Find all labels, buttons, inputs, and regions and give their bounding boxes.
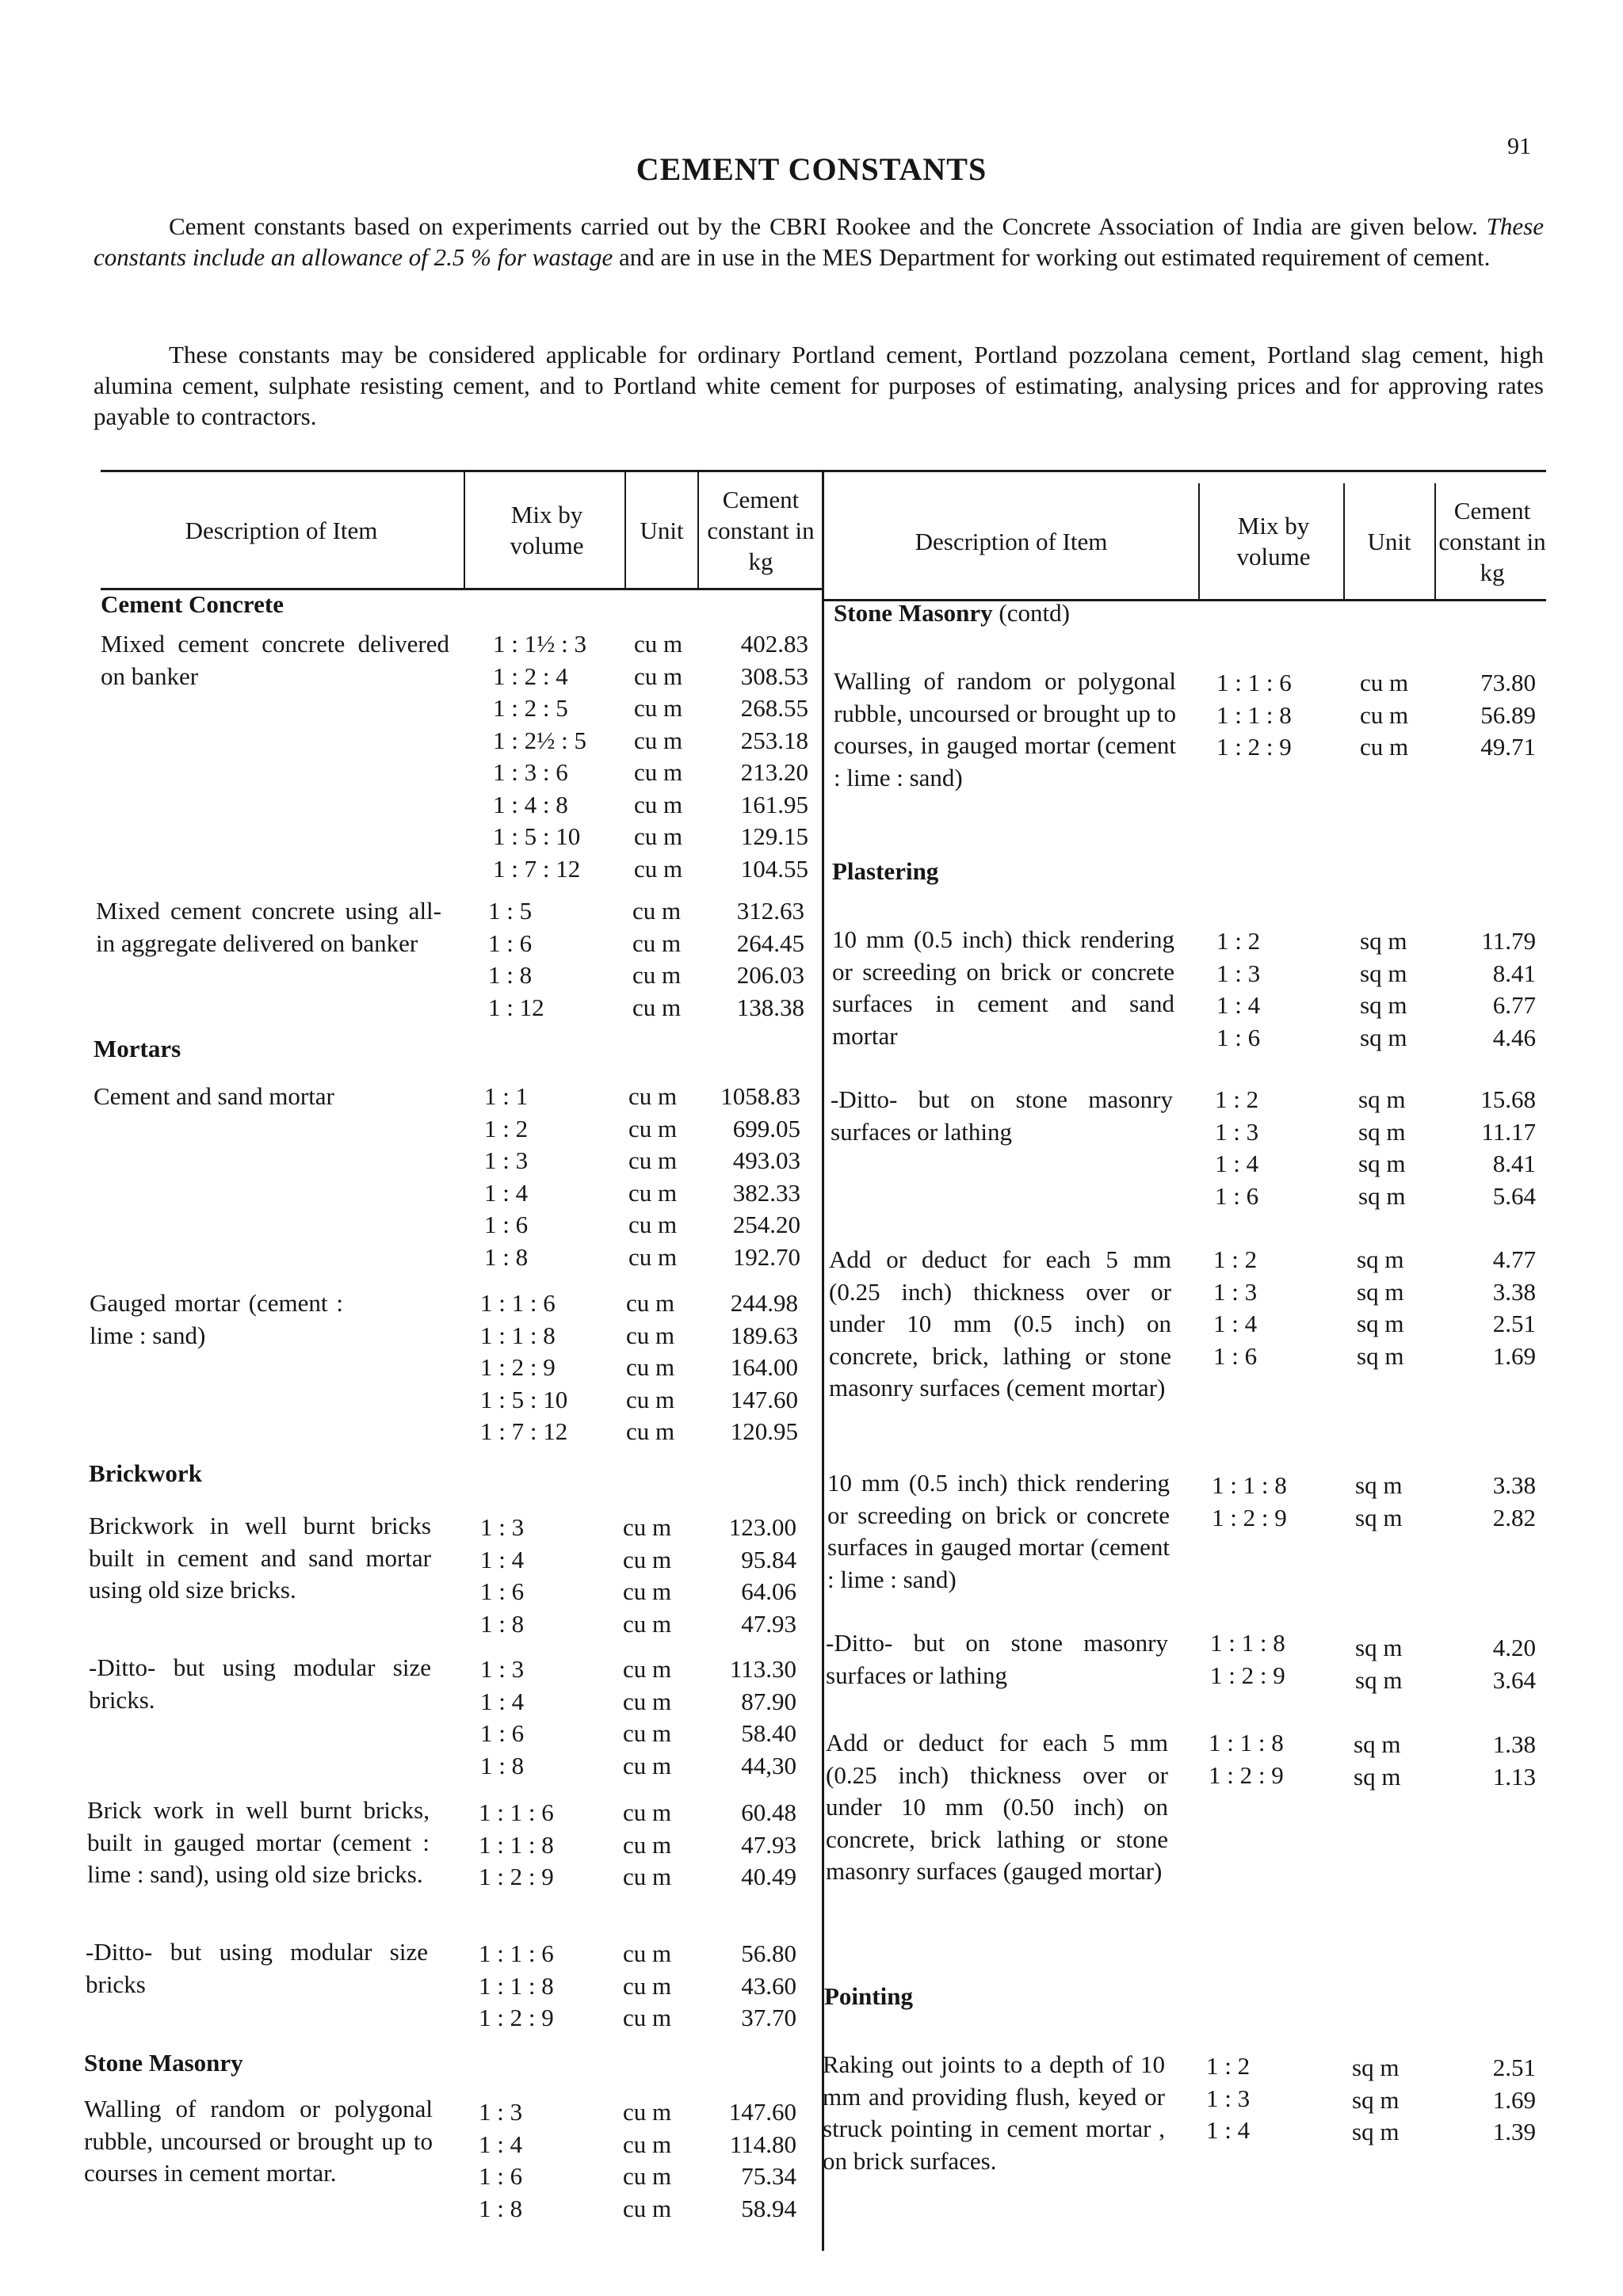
unit-cell: cu m: [623, 1513, 672, 1541]
value-cell: 493.03: [732, 1146, 800, 1174]
unit-cell: sq m: [1355, 1471, 1403, 1499]
mix-list: [480, 1512, 524, 1640]
value-cell: 11.17: [1481, 1117, 1536, 1146]
value-cell: 147.60: [730, 1385, 798, 1413]
unit-cell: cu m: [626, 1385, 675, 1413]
value-list: [1426, 1470, 1536, 1534]
mix-list: [479, 1938, 554, 2035]
mix-list: [1210, 1627, 1285, 1691]
unit-cell: sq m: [1357, 1310, 1404, 1337]
unit-cell: sq m: [1352, 2118, 1400, 2145]
item-description: Walling of random or polygonal rubble, uncoursed or brought up to courses, in gauged mortar (cement : lime : sand): [834, 667, 1176, 791]
item-description: Walling of random or polygonal rubble, uncoursed or brought up to courses in cement mortar.: [84, 2095, 433, 2187]
unit-list: [623, 1512, 671, 1640]
unit-cell: cu m: [623, 1687, 672, 1715]
section-heading-cement-concrete: Cement Concrete: [101, 590, 284, 618]
unit-cell: cu m: [623, 1939, 672, 1967]
item-description: -Ditto- but on stone masonry surfaces or lathing: [831, 1085, 1173, 1146]
value-cell: 2.82: [1492, 1503, 1536, 1531]
unit-cell: cu m: [623, 2130, 672, 2158]
unit-cell: cu m: [626, 1353, 675, 1381]
unit-cell: cu m: [626, 1289, 675, 1317]
mix-cell: 1 : 1 : 8: [1209, 1729, 1284, 1756]
value-cell: 253.18: [740, 726, 808, 754]
mix-list: [1215, 1084, 1258, 1212]
mix-list: [479, 2096, 522, 2225]
unit-cell: cu m: [634, 790, 683, 818]
intro-emphasis: These constants include an allowance of 2.5 % for wastage: [94, 212, 1544, 271]
value-cell: 147.60: [728, 2098, 796, 2126]
section-heading-pointing: Pointing: [824, 1982, 913, 2010]
item-description: Gauged mortar (cement : lime : sand): [90, 1289, 343, 1349]
value-cell: 192.70: [732, 1242, 800, 1271]
value-cell: 87.90: [741, 1687, 796, 1715]
mix-cell: 1 : 6: [479, 2162, 523, 2190]
unit-cell: sq m: [1355, 1665, 1403, 1694]
mix-cell: 1 : 1 : 8: [1210, 1629, 1285, 1657]
unit-cell: cu m: [628, 1114, 678, 1142]
mix-list: [484, 1081, 528, 1273]
value-list: [697, 628, 808, 885]
unit-list: [1355, 1632, 1402, 1696]
value-cell: 382.33: [732, 1178, 800, 1207]
mix-cell: 1 : 1 : 8: [1212, 1471, 1287, 1499]
mix-list: [1213, 1244, 1257, 1372]
mix-cell: 1 : 1 : 6: [480, 1289, 556, 1317]
value-list: [1426, 1244, 1536, 1372]
value-cell: 113.30: [729, 1655, 796, 1683]
mix-cell: 1 : 4: [480, 1687, 525, 1715]
unit-cell: cu m: [623, 1577, 672, 1605]
unit-cell: cu m: [623, 1798, 672, 1826]
value-cell: 244.98: [730, 1289, 798, 1317]
unit-cell: cu m: [626, 1417, 675, 1445]
unit-cell: cu m: [628, 1242, 678, 1271]
value-cell: 58.40: [741, 1719, 796, 1747]
mix-cell: 1 : 5 : 10: [480, 1385, 568, 1413]
unit-cell: cu m: [623, 2194, 672, 2222]
unit-cell: cu m: [628, 1146, 678, 1174]
mix-cell: 1 : 3: [480, 1513, 525, 1541]
value-cell: 138.38: [736, 993, 804, 1021]
unit-list: [623, 2096, 671, 2225]
value-cell: 264.45: [736, 929, 804, 957]
value-cell: 4.77: [1492, 1245, 1536, 1273]
value-cell: 8.41: [1492, 1150, 1536, 1177]
mix-cell: 1 : 4: [1206, 2116, 1251, 2144]
mix-cell: 1 : 1 : 6: [479, 1939, 554, 1967]
mix-cell: 1 : 6: [1215, 1181, 1259, 1210]
mix-cell: 1 : 2 : 9: [479, 1863, 554, 1890]
item-description: Raking out joints to a depth of 10 mm and providing flush, keyed or struck pointing in cement mortar , on brick surfaces.: [823, 2050, 1165, 2175]
value-cell: 1.69: [1492, 2085, 1536, 2114]
value-cell: 73.80: [1480, 669, 1536, 696]
unit-cell: sq m: [1358, 1085, 1406, 1113]
page-title: CEMENT CONSTANTS: [636, 151, 987, 187]
mix-cell: 1 : 6: [480, 1577, 525, 1605]
section-heading-plastering: Plastering: [832, 857, 939, 885]
value-cell: 402.83: [740, 630, 808, 658]
mix-cell: 1 : 3: [1213, 1277, 1258, 1306]
mix-cell: 1 : 8: [479, 2194, 523, 2222]
value-cell: 1.13: [1492, 1762, 1536, 1791]
mix-cell: 1 : 6: [484, 1211, 529, 1238]
unit-cell: cu m: [634, 854, 683, 883]
column-rule: [464, 470, 465, 590]
mix-cell: 1 : 7 : 12: [480, 1417, 568, 1445]
unit-cell: sq m: [1357, 1341, 1404, 1370]
unit-cell: sq m: [1360, 927, 1407, 955]
mix-list: [1216, 667, 1292, 764]
mix-list: [1206, 2050, 1250, 2147]
mix-cell: 1 : 8: [484, 1242, 529, 1271]
mix-cell: 1 : 2 : 9: [1216, 733, 1292, 761]
value-cell: 312.63: [736, 897, 804, 925]
unit-cell: cu m: [632, 961, 682, 989]
value-cell: 75.34: [741, 2162, 796, 2190]
section-heading-text: Stone Masonry: [834, 599, 993, 627]
item-description: Mixed cement concrete using all-in aggregate delivered on banker: [96, 897, 441, 957]
unit-list: [634, 628, 682, 885]
unit-cell: sq m: [1358, 1150, 1406, 1177]
value-list: [1426, 925, 1536, 1054]
mix-cell: 1 : 2 : 9: [479, 2004, 554, 2031]
value-cell: 164.00: [730, 1353, 798, 1381]
unit-cell: sq m: [1354, 1730, 1401, 1758]
unit-list: [632, 895, 681, 1024]
unit-cell: cu m: [628, 1211, 678, 1238]
value-cell: 213.20: [740, 758, 808, 786]
value-cell: 104.55: [740, 854, 808, 883]
value-list: [682, 1512, 796, 1640]
value-cell: 2.51: [1492, 2054, 1536, 2081]
header-constant-left: Cement constant in kg: [707, 485, 815, 575]
value-cell: 1.38: [1492, 1730, 1536, 1758]
value-cell: 44,30: [741, 1751, 796, 1779]
value-cell: 60.48: [741, 1798, 796, 1826]
unit-cell: sq m: [1360, 959, 1407, 987]
value-cell: 161.95: [740, 790, 808, 818]
mix-cell: 1 : 2 : 5: [493, 694, 568, 722]
mix-cell: 1 : 1 : 8: [479, 1830, 554, 1859]
unit-cell: cu m: [634, 726, 683, 754]
value-cell: 3.38: [1492, 1277, 1536, 1306]
value-cell: 56.80: [741, 1939, 796, 1967]
value-cell: 47.93: [741, 1609, 796, 1638]
value-cell: 114.80: [729, 2130, 796, 2158]
mix-cell: 1 : 7 : 12: [493, 854, 581, 883]
value-list: [682, 1938, 796, 2035]
mix-list: [488, 895, 544, 1024]
unit-cell: cu m: [623, 2098, 672, 2126]
value-cell: 254.20: [732, 1211, 800, 1238]
unit-cell: cu m: [632, 993, 682, 1021]
value-list: [693, 895, 804, 1024]
column-rule: [1434, 483, 1436, 601]
item-description: 10 mm (0.5 inch) thick rendering or screeding on brick or concrete surfaces in gauged mortar (cement : lime : sand): [827, 1469, 1170, 1593]
unit-cell: cu m: [632, 897, 682, 925]
mix-cell: 1 : 2 : 9: [1209, 1760, 1284, 1789]
header-description-left: Description of Item: [185, 516, 378, 544]
value-cell: 4.20: [1492, 1634, 1536, 1661]
unit-cell: cu m: [623, 1609, 672, 1638]
unit-cell: sq m: [1352, 2054, 1400, 2081]
mix-cell: 1 : 2: [1213, 1245, 1258, 1273]
value-cell: 43.60: [741, 1971, 796, 2000]
applicability-text: These constants may be considered applicable for ordinary Portland cement, Portland pozzolana cement, Portland slag cement, high alumina cement, sulphate resisting cement, and to Portland white cement for purposes of estimating, analysing prices and for approving rates payable to contractors.: [94, 341, 1544, 430]
value-cell: 4.46: [1492, 1023, 1536, 1051]
mix-list: [480, 1653, 524, 1782]
unit-cell: cu m: [626, 1321, 675, 1349]
section-heading-stone-masonry-contd: [834, 599, 1070, 627]
section-heading-stone-masonry: Stone Masonry: [84, 2049, 243, 2077]
mix-cell: 1 : 3: [480, 1655, 525, 1683]
unit-cell: sq m: [1354, 1762, 1401, 1791]
unit-cell: cu m: [623, 1719, 672, 1747]
value-list: [1426, 667, 1536, 764]
column-rule: [697, 470, 699, 590]
value-cell: 120.95: [730, 1417, 798, 1445]
value-list: [682, 1797, 796, 1894]
unit-list: [623, 1653, 671, 1782]
value-cell: 56.89: [1480, 700, 1536, 729]
mix-cell: 1 : 5: [488, 897, 533, 925]
item-description: -Ditto- but using modular size bricks.: [89, 1653, 431, 1714]
value-cell: 1.69: [1492, 1341, 1536, 1370]
value-cell: 2.51: [1492, 1310, 1536, 1337]
header-unit-right: Unit: [1367, 527, 1411, 555]
unit-cell: sq m: [1360, 991, 1407, 1019]
unit-list: [1355, 1470, 1402, 1534]
intro-paragraph: [94, 211, 1544, 273]
value-cell: 189.63: [730, 1321, 798, 1349]
mix-cell: 1 : 3: [479, 2098, 523, 2126]
mix-cell: 1 : 1: [484, 1082, 529, 1110]
unit-list: [626, 1287, 674, 1448]
value-cell: 37.70: [741, 2004, 796, 2031]
mix-cell: 1 : 1 : 8: [479, 1971, 554, 2000]
mix-cell: 1 : 3 : 6: [493, 758, 568, 786]
unit-cell: cu m: [623, 1751, 672, 1779]
unit-list: [623, 1797, 671, 1894]
mix-list: [1209, 1727, 1284, 1791]
unit-cell: cu m: [628, 1082, 678, 1110]
unit-list: [1358, 1084, 1405, 1212]
value-cell: 268.55: [740, 694, 808, 722]
value-cell: 1058.83: [720, 1082, 800, 1110]
mix-cell: 1 : 3: [1216, 959, 1261, 987]
section-heading-mortars: Mortars: [94, 1035, 181, 1062]
value-list: [682, 1653, 796, 1782]
mix-cell: 1 : 4: [480, 1545, 525, 1573]
value-cell: 206.03: [736, 961, 804, 989]
item-description: Brickwork in well burnt bricks built in cement and sand mortar using old size bricks.: [89, 1512, 431, 1604]
mix-cell: 1 : 2 : 9: [1210, 1661, 1285, 1689]
unit-cell: cu m: [623, 1863, 672, 1890]
mix-cell: 1 : 4: [479, 2130, 523, 2158]
header-mix-right: Mix by volume: [1236, 512, 1311, 570]
mix-cell: 1 : 1½ : 3: [493, 630, 586, 658]
value-list: [1426, 1632, 1536, 1696]
unit-cell: cu m: [623, 2162, 672, 2190]
unit-list: [623, 1938, 671, 2035]
item-description: Add or deduct for each 5 mm (0.25 inch) thickness over or under 10 mm (0.5 inch) on concrete, brick, lathing or stone masonry surfaces (cement mortar): [829, 1245, 1171, 1402]
value-cell: 47.93: [741, 1830, 796, 1859]
unit-cell: sq m: [1355, 1503, 1403, 1531]
column-rule: [1198, 483, 1200, 601]
mix-cell: 1 : 3: [1206, 2084, 1251, 2112]
mix-cell: 1 : 4: [1216, 991, 1261, 1019]
value-cell: 129.15: [740, 822, 808, 850]
value-list: [1426, 1729, 1536, 1793]
value-cell: 1.39: [1492, 2118, 1536, 2145]
unit-cell: cu m: [623, 1545, 672, 1573]
mix-cell: 1 : 6: [488, 929, 533, 957]
value-cell: 49.71: [1480, 733, 1536, 761]
unit-list: [1360, 667, 1408, 764]
page-number: 91: [1507, 133, 1531, 159]
value-cell: 5.64: [1492, 1181, 1536, 1210]
value-cell: 3.38: [1492, 1471, 1536, 1499]
mix-list: [480, 1287, 567, 1448]
mix-cell: 1 : 2: [1215, 1085, 1259, 1113]
mix-list: [479, 1797, 554, 1894]
mix-list: [1216, 925, 1260, 1054]
mix-cell: 1 : 1 : 8: [480, 1321, 556, 1349]
unit-cell: cu m: [623, 1830, 672, 1859]
applicability-paragraph: [94, 339, 1544, 432]
unit-cell: cu m: [634, 662, 683, 690]
header-description-right: Description of Item: [915, 527, 1108, 555]
item-description: Mixed cement concrete delivered on banker: [101, 630, 449, 690]
unit-cell: sq m: [1358, 1181, 1406, 1210]
intro-tail: and are in use in the MES Department for working out estimated requirement of cement.: [619, 243, 1491, 271]
unit-cell: cu m: [623, 1655, 672, 1683]
section-heading-brickwork: Brickwork: [89, 1459, 202, 1487]
item-description: Add or deduct for each 5 mm (0.25 inch) thickness over or under 10 mm (0.50 inch) on concrete, brick lathing or stone masonry surfaces (gauged mortar): [826, 1729, 1168, 1885]
mix-list: [493, 628, 586, 885]
unit-cell: cu m: [634, 694, 683, 722]
mix-cell: 1 : 2: [484, 1114, 529, 1142]
mix-cell: 1 : 1 : 6: [1216, 669, 1292, 696]
value-cell: 8.41: [1492, 959, 1536, 987]
value-cell: 64.06: [741, 1577, 796, 1605]
intro-lead: Cement constants based on experiments carried out by the CBRI Rookee and the Concrete Association of India are given below.: [169, 212, 1478, 240]
mix-cell: 1 : 1 : 8: [1216, 700, 1292, 729]
header-mix-left: Mix by volume: [510, 501, 584, 559]
mix-cell: 1 : 8: [488, 961, 533, 989]
mix-cell: 1 : 2 : 9: [480, 1353, 556, 1381]
unit-cell: cu m: [623, 1971, 672, 2000]
item-description: Cement and sand mortar: [94, 1082, 334, 1110]
mix-cell: 1 : 8: [480, 1609, 525, 1638]
header-constant-right: Cement constant in kg: [1438, 496, 1546, 586]
mix-cell: 1 : 12: [488, 993, 544, 1021]
value-cell: 40.49: [741, 1863, 796, 1890]
value-list: [682, 2096, 796, 2225]
unit-cell: sq m: [1357, 1277, 1404, 1306]
mix-cell: 1 : 4 : 8: [493, 790, 568, 818]
mix-cell: 1 : 4: [1213, 1310, 1258, 1337]
value-cell: 308.53: [740, 662, 808, 690]
value-cell: 123.00: [728, 1513, 796, 1541]
value-cell: 15.68: [1480, 1085, 1536, 1113]
unit-cell: cu m: [1360, 700, 1409, 729]
mix-cell: 1 : 3: [484, 1146, 529, 1174]
value-cell: 3.64: [1492, 1665, 1536, 1694]
value-list: [1426, 1084, 1536, 1212]
unit-list: [1352, 2052, 1399, 2149]
mix-cell: 1 : 4: [1215, 1150, 1259, 1177]
unit-cell: sq m: [1352, 2085, 1400, 2114]
value-list: [683, 1287, 798, 1448]
unit-cell: cu m: [632, 929, 682, 957]
unit-cell: sq m: [1358, 1117, 1406, 1146]
item-description: Brick work in well burnt bricks, built in gauged mortar (cement : lime : sand), using old size bricks.: [87, 1796, 430, 1888]
mix-cell: 1 : 2 : 4: [493, 662, 568, 690]
mix-cell: 1 : 8: [480, 1751, 525, 1779]
mix-cell: 1 : 5 : 10: [493, 822, 581, 850]
header-unit-left: Unit: [640, 516, 684, 544]
mix-cell: 1 : 2½ : 5: [493, 726, 586, 754]
unit-list: [1360, 925, 1407, 1054]
unit-cell: sq m: [1355, 1634, 1403, 1661]
mix-cell: 1 : 3: [1215, 1117, 1259, 1146]
unit-cell: sq m: [1360, 1023, 1407, 1051]
item-description: 10 mm (0.5 inch) thick rendering or screeding on brick or concrete surfaces in cement and sand mortar: [832, 925, 1174, 1050]
value-cell: 699.05: [732, 1114, 800, 1142]
mix-cell: 1 : 1 : 6: [479, 1798, 554, 1826]
item-description: -Ditto- but using modular size bricks: [86, 1938, 428, 1998]
value-cell: 58.94: [741, 2194, 796, 2222]
unit-cell: cu m: [1360, 669, 1409, 696]
mix-cell: 1 : 2 : 9: [1212, 1503, 1287, 1531]
unit-cell: sq m: [1357, 1245, 1404, 1273]
mix-cell: 1 : 4: [484, 1178, 529, 1207]
value-cell: 11.79: [1481, 927, 1536, 955]
mix-cell: 1 : 6: [480, 1719, 525, 1747]
unit-cell: cu m: [628, 1178, 678, 1207]
unit-list: [628, 1081, 677, 1273]
unit-list: [1357, 1244, 1403, 1372]
value-cell: 6.77: [1492, 991, 1536, 1019]
section-heading-suffix: (contd): [999, 599, 1070, 627]
mix-cell: 1 : 2: [1216, 927, 1261, 955]
unit-cell: cu m: [634, 630, 683, 658]
mix-cell: 1 : 6: [1213, 1341, 1258, 1370]
unit-cell: cu m: [623, 2004, 672, 2031]
item-description: -Ditto- but on stone masonry surfaces or lathing: [826, 1629, 1168, 1689]
unit-list: [1354, 1729, 1400, 1793]
mix-cell: 1 : 6: [1216, 1023, 1261, 1051]
unit-cell: cu m: [634, 758, 683, 786]
value-cell: 95.84: [741, 1545, 796, 1573]
value-list: [685, 1081, 800, 1273]
mix-cell: 1 : 2: [1206, 2052, 1251, 2080]
unit-cell: cu m: [1360, 733, 1409, 761]
value-list: [1426, 2052, 1536, 2149]
unit-cell: cu m: [634, 822, 683, 850]
mix-list: [1212, 1470, 1287, 1534]
